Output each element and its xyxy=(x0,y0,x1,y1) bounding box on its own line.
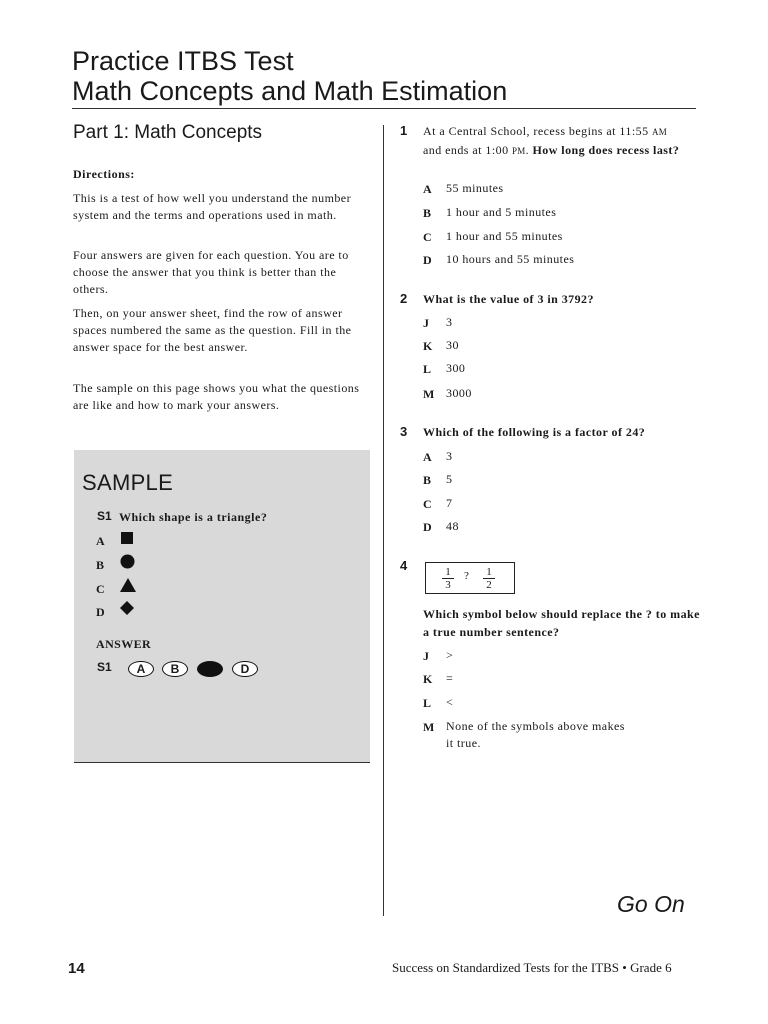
option-letter: J xyxy=(423,649,429,663)
option-letter: L xyxy=(423,696,432,710)
answer-bubble-a[interactable]: A xyxy=(128,661,154,677)
option-letter: A xyxy=(423,182,432,196)
option-text-continued: it true. xyxy=(446,736,481,750)
option-letter: J xyxy=(423,316,429,330)
option-letter: C xyxy=(423,230,432,244)
fraction-left: $\frac{1}{3}$ xyxy=(442,566,454,591)
answer-bubble-b[interactable]: B xyxy=(162,661,188,677)
question-number: 2 xyxy=(400,291,408,306)
unknown-operator: ? xyxy=(464,570,469,582)
option-text: 7 xyxy=(446,496,453,510)
option-text: 300 xyxy=(446,361,466,375)
sample-option-letter: D xyxy=(96,605,105,619)
option-letter: A xyxy=(423,450,432,464)
circle-icon xyxy=(120,554,135,569)
sample-option-letter: A xyxy=(96,534,105,548)
question-text: Which symbol below should replace the ? to make a true number sentence? xyxy=(423,607,700,639)
option-text: < xyxy=(446,695,454,709)
diamond-icon xyxy=(120,601,134,615)
option-letter: K xyxy=(423,672,433,686)
option-letter: M xyxy=(423,387,435,401)
answer-bubble-c-filled[interactable]: C xyxy=(197,661,223,677)
number-sentence-box xyxy=(425,562,515,594)
footer-text: Success on Standardized Tests for the ITBS • Grade 6 xyxy=(392,960,672,975)
sample-box xyxy=(74,450,370,763)
option-text: > xyxy=(446,648,454,662)
question-number: 1 xyxy=(400,123,408,138)
sample-option-letter: C xyxy=(96,582,105,596)
option-text: None of the symbols above makes xyxy=(446,719,625,733)
option-text: 48 xyxy=(446,519,459,533)
option-letter: M xyxy=(423,720,435,734)
directions-paragraph: Then, on your answer sheet, find the row of answer spaces numbered the same as the question. Fill in the answer space for the best answer. xyxy=(73,306,352,355)
option-letter: B xyxy=(423,473,432,487)
option-letter: D xyxy=(423,520,432,534)
title-line-1: Practice ITBS Test xyxy=(72,46,294,76)
option-letter: B xyxy=(423,206,432,220)
option-text: 10 hours and 55 minutes xyxy=(446,252,575,266)
option-text: 55 minutes xyxy=(446,181,504,195)
sample-option-letter: B xyxy=(96,558,105,572)
square-icon xyxy=(120,531,134,545)
option-text: 3 xyxy=(446,315,453,329)
sample-question-number: S1 xyxy=(97,509,112,523)
time-suffix: AM xyxy=(651,127,668,137)
directions-paragraph: This is a test of how well you understand the number system and the terms and operations used in math. xyxy=(73,191,352,223)
option-text: = xyxy=(446,671,454,685)
question-text: At a Central School, recess begins at 11:55 AM and ends at 1:00 PM. How long does recess last? xyxy=(423,124,680,157)
question-number: 3 xyxy=(400,424,408,439)
option-letter: D xyxy=(423,253,432,267)
option-text: 1 hour and 5 minutes xyxy=(446,205,557,219)
fraction-right: $\frac{1}{2}$ xyxy=(483,566,495,591)
page-title xyxy=(72,46,702,106)
part-title: Part 1: Math Concepts xyxy=(73,122,263,143)
question-text: What is the value of 3 in 3792? xyxy=(423,292,594,306)
answer-label: ANSWER xyxy=(96,637,152,651)
option-text: 3000 xyxy=(446,386,472,400)
question-text: Which of the following is a factor of 24? xyxy=(423,425,646,439)
answer-number: S1 xyxy=(97,660,112,674)
column-divider xyxy=(383,125,384,916)
directions-paragraph: The sample on this page shows you what the questions are like and how to mark your answers. xyxy=(73,381,360,413)
directions-heading: Directions: xyxy=(73,167,135,181)
go-on-label: Go On xyxy=(617,891,685,917)
title-rule xyxy=(72,108,696,109)
sample-title: SAMPLE xyxy=(82,470,174,495)
directions-paragraph: Four answers are given for each question. You are to choose the answer that you think is better than the others. xyxy=(73,248,349,297)
option-text: 5 xyxy=(446,472,453,486)
option-letter: L xyxy=(423,362,432,376)
option-text: 3 xyxy=(446,449,453,463)
option-text: 1 hour and 55 minutes xyxy=(446,229,563,243)
option-text: 30 xyxy=(446,338,459,352)
option-letter: C xyxy=(423,497,432,511)
option-letter: K xyxy=(423,339,433,353)
question-number: 4 xyxy=(400,558,408,573)
page-number: 14 xyxy=(68,960,85,977)
title-line-2: Math Concepts and Math Estimation xyxy=(72,76,508,106)
triangle-icon xyxy=(120,578,136,592)
time-suffix: PM xyxy=(511,145,526,156)
answer-bubble-d[interactable]: D xyxy=(232,661,258,677)
sample-question-text: Which shape is a triangle? xyxy=(119,510,268,524)
